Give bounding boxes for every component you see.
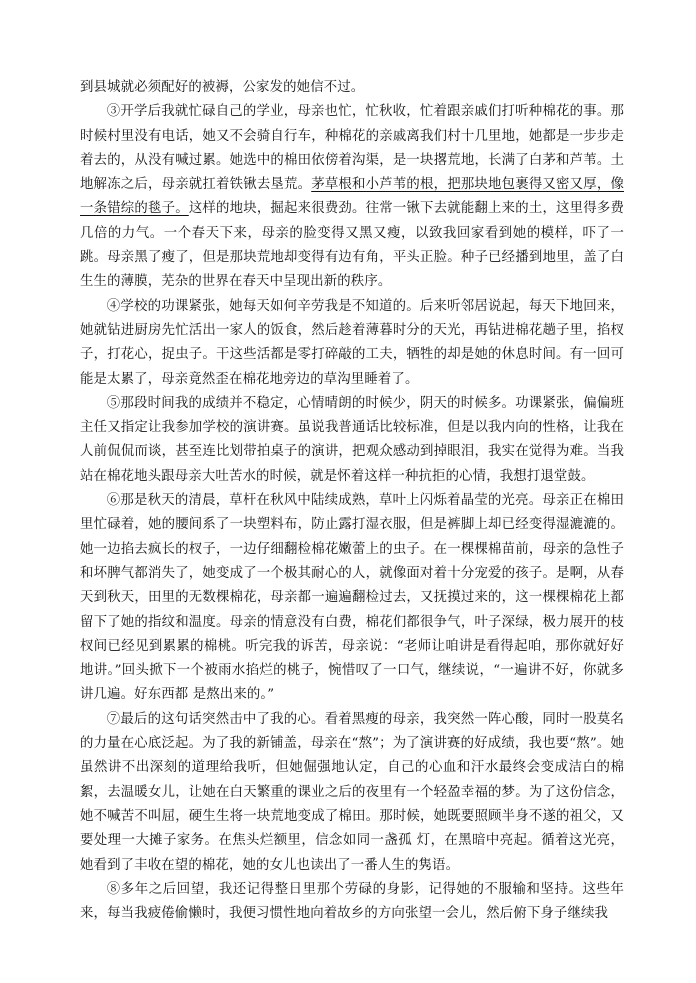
paragraph-8: ⑧多年之后回望，我还记得整日里那个劳碌的身影，记得她的不服输和坚持。这些年来，每当我疲倦偷懒时，我便习惯性地向着故乡的方向张望一会儿，然后俯下身子继续我 — [80, 881, 624, 922]
paragraph-6: ⑥那是秋天的清晨，草杆在秋风中陆续成熟，草叶上闪烁着晶莹的光亮。母亲正在棉田里忙碌着，她的腰间系了一块塑料布，防止露打湿衣服，但是裤脚上却已经变得湿漉漉的。她一边掐去疯长的杈子，一边仔细翻检棉花嫩蕾上的虫子。在一棵棵棉苗前，母亲的急性子和坏脾气都消失了，她变成了一个极其耐心的人，就像面对着十分宠爱的孩子。是啊，从春天到秋天，田里的无数棵棉花，母亲都一遍遍翻检过去，又抚摸过来的，这一棵棵棉花上都留下了她的指纹和温度。母亲的情意没有白费，棉花们都很争气，叶子深绿，极力展开的枝杈间已经见到累累的棉桃。听完我的诉苦，母亲说：“老师让咱讲是看得起咱，那你就好好地讲。”回头掀下一个被雨水掐烂的桃子，惋惜叹了一口气，继续说，“一遍讲不好，你就多讲几遍。好东西都 是熬出来的。” — [80, 493, 624, 703]
underlined-sentence: 茅草根和小芦苇的根，把那块地包裹得又密又厚，像一条错综的毯子。 — [80, 177, 624, 217]
paragraph-continued: 到县城就必须配好的被褥，公家发的她信不过。 — [80, 80, 365, 95]
paragraph-3 — [80, 100, 624, 294]
paragraph-7: ⑦最后的这句话突然击中了我的心。看着黑瘦的母亲，我突然一阵心酸，同时一股莫名的力量在心底泛起。为了我的新铺盖，母亲在“熬”；为了演讲赛的好成绩，我也要“熬”。她虽然讲不出深刻的道理给我听，但她倔强地认定，自己的心血和汗水最终会变成洁白的棉絮，去温暖女儿，让她在白天繁重的课业之后的夜里有一个轻盈幸福的梦。为了这份信念，她不喊苦不叫屈，硬生生将一块荒地变成了棉田。那时候，她既要照顾半身不遂的祖父，又要处理一大摊子家务。在焦头烂额里，信念如同一盏孤 灯，在黑暗中亮起。循着这光亮，她看到了丰收在望的棉花，她的女儿也读出了一番人生的隽语。 — [80, 711, 624, 873]
paragraph-4: ④学校的功课紧张，她每天如何辛劳我是不知道的。后来听邻居说起，每天下地回来，她就钻进厨房先忙活出一家人的饭食，然后趁着薄暮时分的天光，再钻进棉花趟子里，掐杈子，打花心，捉虫子。干这些活都是零打碎敲的工夫，牺牲的却是她的休息时间。有一回可能是太累了，母亲竟然歪在棉花地旁边的草沟里睡着了。 — [80, 298, 624, 387]
paragraph-5: ⑤那段时间我的成绩并不稳定，心情晴朗的时候少，阴天的时候多。功课紧张，偏偏班主任又指定让我参加学校的演讲赛。虽说我普通话比较标准，但是以我内向的性格，让我在人前侃侃而谈，甚至连比划带拍桌子的演讲，把观众感动到掉眼泪，我实在觉得为难。当我站在棉花地头跟母亲大吐苦水的时候，就是怀着这样一种抗拒的心情，我想打退堂鼓。 — [80, 395, 624, 484]
paragraph-3-text: ③开学后我就忙碌自己的学业，母亲也忙，忙秋收，忙着跟亲戚们打听种棉花的事。那时候村里没有电话，她又不会骑自行车，种棉花的亲戚离我们村十几里地，她都是一步步走着去的，从没有喊过累。她选中的棉田依傍着沟渠，是一块撂荒地，长满了白茅和芦苇。土地解冻之后，母亲就扛着铁锹去垦荒。 — [80, 104, 624, 193]
document-body — [80, 76, 624, 926]
paragraph-3-tail: 这样的地块，掘起来很费劲。往常一锹下去就能翻上来的土，这里得多费几倍的力气。一个春天下来，母亲的脸变得又黑又瘦，以致我回家看到她的模样，吓了一跳。母亲黑了瘦了，但是那块荒地却变得有边有角，平头正脸。种子已经播到地里，盖了白生生的薄膜，芜杂的世界在春天中呈现出新的秩序。 — [80, 201, 624, 290]
